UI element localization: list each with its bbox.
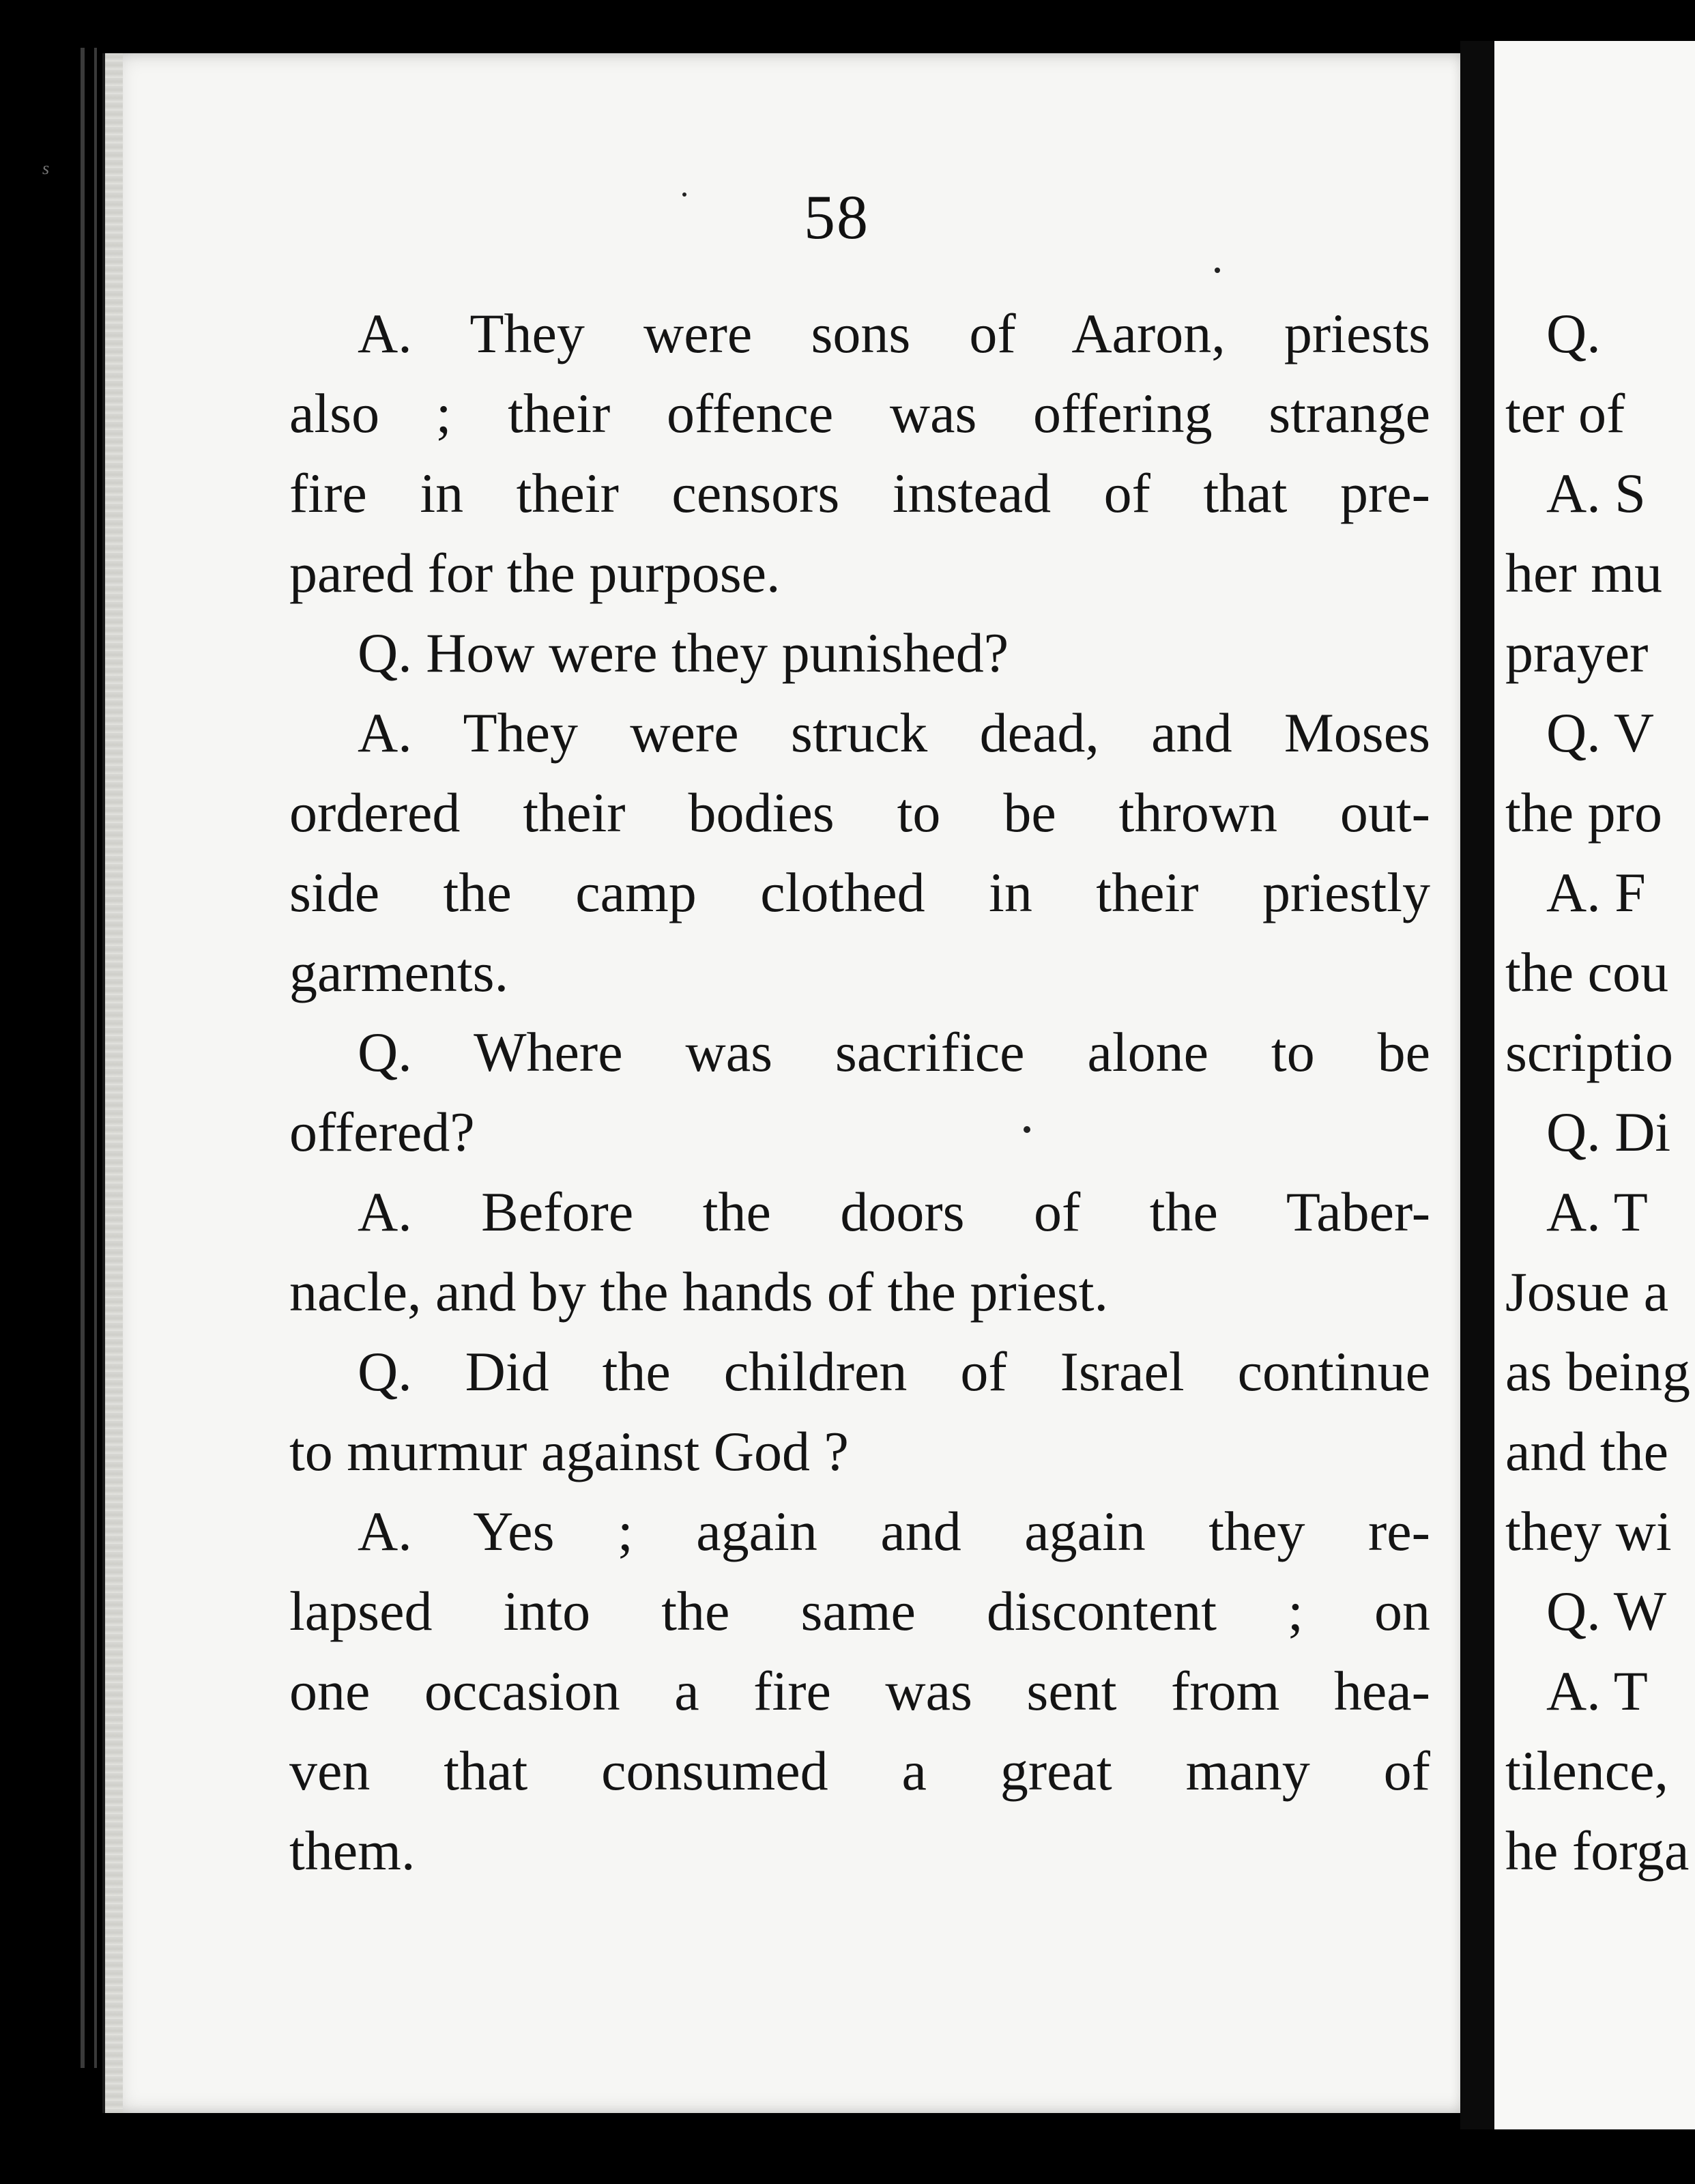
text-line: ter of (1505, 382, 1625, 444)
text-line: offered? (289, 1101, 475, 1163)
text-line: Q. Di (1546, 1101, 1671, 1163)
left-page-text (289, 293, 1430, 1891)
print-speck (1024, 1126, 1030, 1133)
text-line: garments. (289, 941, 509, 1003)
text-line: fire in their censors instead of that pre- (289, 462, 1430, 524)
text-line: tilence, (1505, 1740, 1669, 1802)
text-line: and the (1505, 1420, 1669, 1482)
book-binding (0, 0, 102, 2184)
text-line: Josue a (1505, 1261, 1669, 1323)
text-line: lapsed into the same discontent ; on (289, 1580, 1430, 1642)
text-line: A. S (1546, 462, 1646, 524)
page-edge (105, 53, 123, 2113)
print-speck (682, 192, 686, 197)
text-line: Q. V (1546, 702, 1654, 764)
text-line: A. F (1546, 861, 1646, 923)
text-line: nacle, and by the hands of the priest. (289, 1261, 1109, 1323)
text-line: one occasion a fire was sent from hea- (289, 1660, 1430, 1722)
text-line: Q. (1546, 302, 1601, 364)
text-line: side the camp clothed in their priestly (289, 861, 1430, 923)
text-line: Q. Did the children of Israel continue (358, 1340, 1430, 1403)
print-speck (1215, 268, 1220, 273)
page-number: 58 (804, 182, 869, 252)
binding-edge-line (81, 48, 85, 2068)
binding-mark: s (42, 158, 50, 178)
text-line: scriptio (1505, 1021, 1673, 1083)
text-line: ordered their bodies to be thrown out- (289, 781, 1430, 844)
text-line: as being (1505, 1340, 1690, 1403)
text-line: pared for the purpose. (289, 542, 781, 604)
text-line: they wi (1505, 1500, 1672, 1562)
text-line: Q. W (1546, 1580, 1667, 1642)
text-line: A. Before the doors of the Taber- (358, 1181, 1430, 1243)
text-line: the cou (1505, 941, 1669, 1003)
text-line: prayer (1505, 622, 1649, 684)
text-line: also ; their offence was offering strange (289, 382, 1430, 444)
text-line: A. T (1546, 1181, 1648, 1243)
text-line: he forga (1505, 1820, 1690, 1882)
text-line: Q. How were they punished? (358, 622, 1009, 684)
text-line: Q. Where was sacrifice alone to be (358, 1021, 1430, 1083)
text-line: A. Yes ; again and again they re- (358, 1500, 1430, 1562)
text-line: to murmur against God ? (289, 1420, 849, 1482)
text-line: her mu (1505, 542, 1662, 604)
text-line: A. They were struck dead, and Moses (358, 702, 1430, 764)
page-gutter (1460, 41, 1494, 2129)
binding-edge-line (94, 48, 97, 2068)
text-line: A. They were sons of Aaron, priests (358, 302, 1430, 364)
text-line: the pro (1505, 781, 1662, 844)
text-line: ven that consumed a great many of (289, 1740, 1430, 1802)
right-page-text (1505, 293, 1695, 1891)
text-line: them. (289, 1820, 416, 1882)
text-line: A. T (1546, 1660, 1648, 1722)
